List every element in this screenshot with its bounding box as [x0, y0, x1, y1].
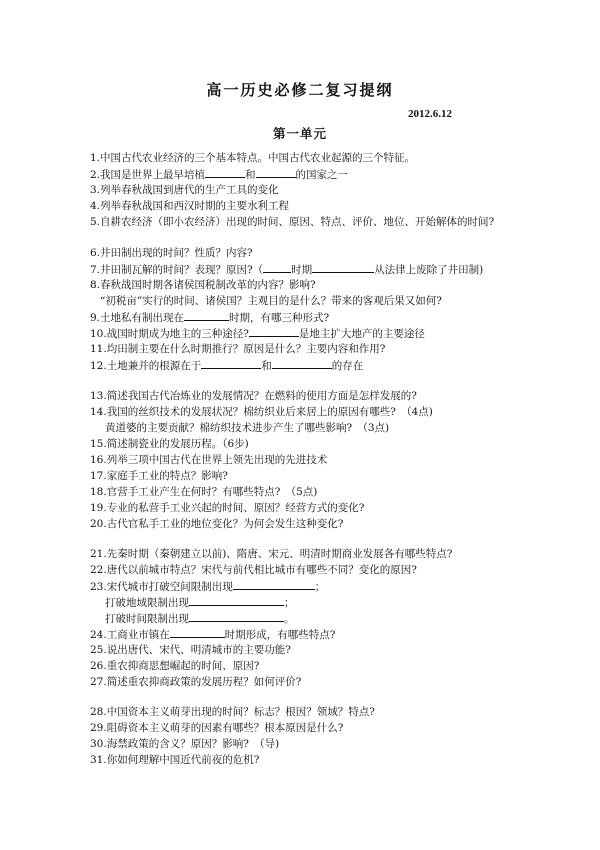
question-1: 1.中国古代农业经济的三个基本特点。中国古代农业起源的三个特征。: [90, 152, 416, 164]
fill-blank: [170, 627, 225, 638]
question-19: 19.专业的私营手工业兴起的时间、原因？经营方式的变化?: [90, 502, 365, 514]
fill-blank: [249, 326, 299, 337]
document-date: 2012.6.12: [408, 108, 452, 120]
question-9: 9.土地私有制出现在 时期，有哪三种形式?: [90, 312, 330, 324]
question-26: 26.重农抑商思想崛起的时间、原因?: [90, 660, 260, 672]
question-22: 22.唐代以前城市特点？宋代与前代相比城市有哪些不同？变化的原因?: [90, 564, 417, 576]
question-18: 18.官营手工业产生在何时？有哪些特点? （5点): [90, 486, 318, 498]
question-12: 12.土地兼并的根源在于 和 的存在: [90, 360, 364, 372]
page-title: 高一历史必修二复习提纲: [206, 81, 394, 99]
question-23-sub-1: 打破地域限制出现 ；: [105, 597, 295, 609]
question-8: 8.春秋战国时期各诸侯国税制改革的内容？影响?: [90, 279, 316, 291]
fill-blank: [184, 310, 229, 321]
question-17: 17.家庭手工业的特点？影响?: [90, 470, 228, 482]
fill-blank: [201, 358, 261, 369]
fill-blank: [256, 167, 296, 178]
question-30: 30.海禁政策的含义？原因？影响? （导): [90, 738, 280, 750]
question-13: 13.简述我国古代冶炼业的发展情况？在燃料的使用方面是怎样发展的?: [90, 390, 417, 402]
unit-heading: 第一单元: [272, 126, 327, 141]
question-14: 14.我国的丝织技术的发展状况？棉纺织业后来居上的原因有哪些? （4点): [90, 406, 433, 418]
fill-blank: [263, 262, 291, 273]
question-7: 7.井田制瓦解的时间？表现？原因?（ 时期 从法律上废除了井田制): [90, 264, 484, 276]
question-5: 5.自耕农经济（即小农经济）出现的时间、原因、特点、评价、地位、开始解体的时间?: [90, 216, 495, 228]
question-28: 28.中国资本主义萌芽出现的时间？标志？根因？领域？特点?: [90, 706, 375, 718]
question-14-sub: 黄道婆的主要贡献？棉纺织技术进步产生了哪些影响? （3点): [105, 422, 390, 434]
question-21: 21.先秦时期（秦朝建立以前)、隋唐、宋元、明清时期商业发展各有哪些特点?: [90, 548, 453, 560]
fill-blank: [312, 262, 374, 273]
question-6: 6.井田制出现的时间？性质？内容?: [90, 247, 253, 259]
question-11: 11.均田制主要在什么时期推行？原因是什么？主要内容和作用?: [90, 343, 386, 355]
fill-blank: [205, 167, 245, 178]
question-8-sub: “初税亩”实行的时间、诸侯国？主观目的是什么？带来的客观后果又如何?: [100, 295, 442, 307]
question-16: 16.列举三项中国古代在世界上领先出现的先进技术: [90, 454, 328, 466]
question-23: 23.宋代城市打破空间限制出现 ；: [90, 581, 326, 593]
question-15: 15.简述制瓷业的发展历程。（6步): [90, 438, 249, 450]
question-25: 25.说出唐代、宋代、明清城市的主要功能?: [90, 644, 291, 656]
fill-blank: [189, 595, 284, 606]
question-10: 10.战国时期成为地主的三种途径? 是地主扩大地产的主要途径: [90, 328, 425, 340]
question-31: 31.你如何理解中国近代前夜的危机?: [90, 754, 260, 766]
fill-blank: [272, 358, 332, 369]
question-27: 27.简述重农抑商政策的发展历程？如何评价?: [90, 676, 302, 688]
question-3: 3.列举春秋战国到唐代的生产工具的变化: [90, 184, 279, 196]
fill-blank: [189, 611, 284, 622]
question-4: 4.列举春秋战国和西汉时期的主要水利工程: [90, 200, 290, 212]
question-20: 20.古代官私手工业的地位变化？为何会发生这种变化?: [90, 518, 344, 530]
question-29: 29.阻碍资本主义萌芽的因素有哪些？根本原因是什么?: [90, 722, 344, 734]
fill-blank: [233, 579, 315, 590]
question-2: 2.我国是世界上最早培植 和 的国家之一: [90, 169, 349, 181]
question-24: 24.工商业市镇在 时期形成，有哪些特点?: [90, 629, 336, 641]
question-23-sub-2: 打破时间限制出现 。: [105, 613, 295, 625]
